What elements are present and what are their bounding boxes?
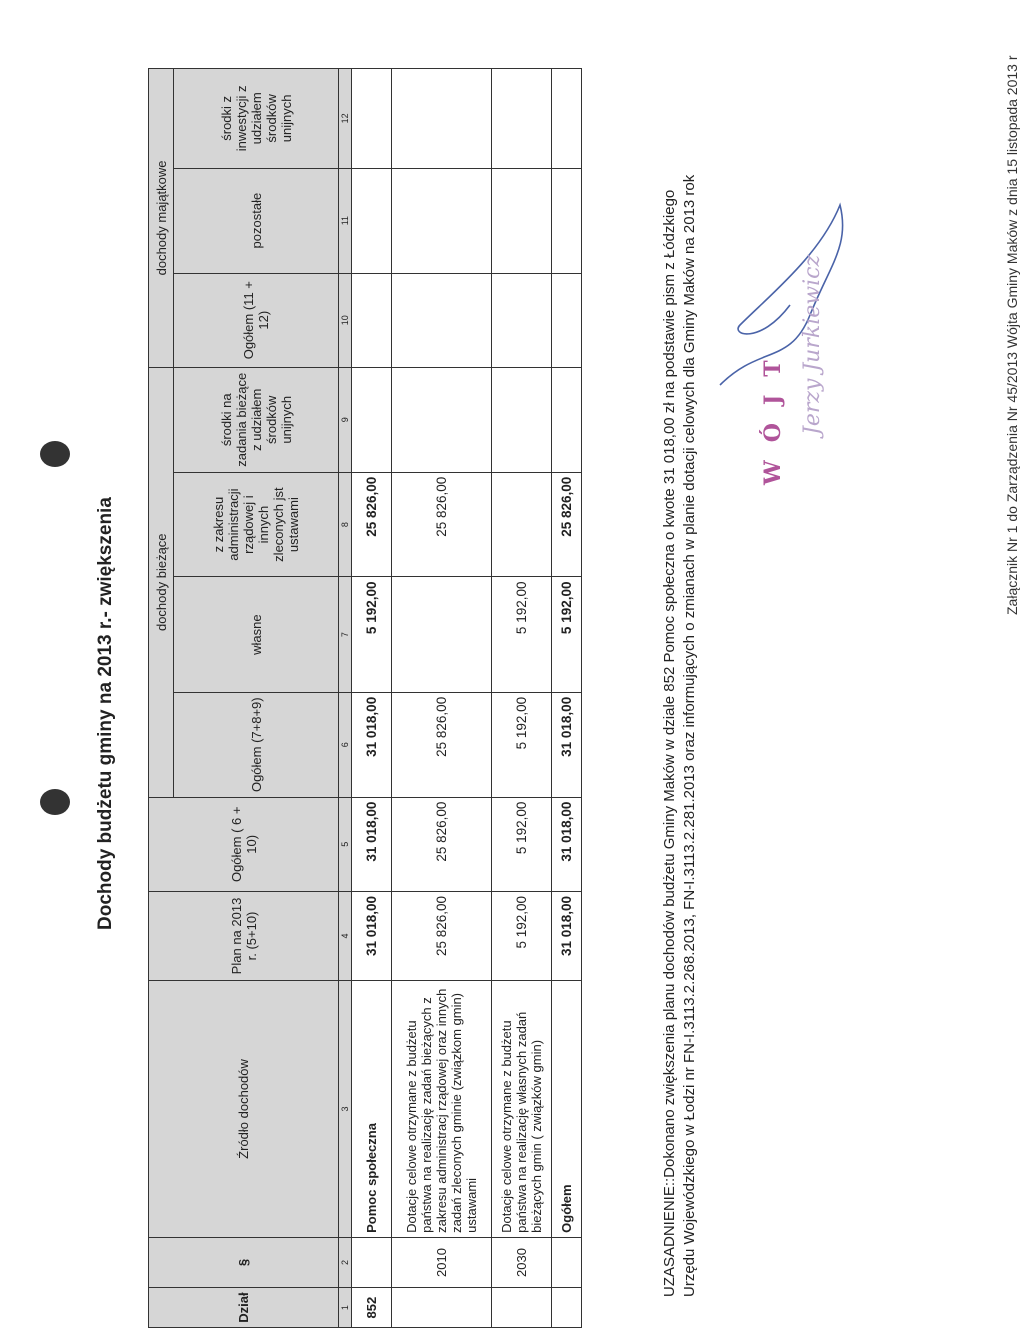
column-number: 7 [339,577,352,692]
cell-ogolem-majatkowe [352,273,392,367]
header-z-zakresu: z zakresu administracji rządowej i innych zleconych jst ustawami [174,472,339,577]
cell-zrodlo: Pomoc społeczna [352,981,392,1238]
total-ogolem-biezace: 31 018,00 [552,692,582,797]
column-number: 3 [339,981,352,1238]
binder-hole [40,441,70,467]
column-number: 1 [339,1288,352,1328]
binder-hole [40,789,70,815]
cell-dzial [492,1288,552,1328]
cell-paragraf: 2030 [492,1237,552,1287]
cell-unijne-inwestycje [392,69,492,169]
cell-dzial [392,1288,492,1328]
column-number: 6 [339,692,352,797]
cell-zrodlo: Dotacje celowe otrzymane z budżetu państwa na realizację zadań bieżących z zakresu administracj rządowej oraz innych zadań zleconych gminie (związkom gmin) ustawami [392,981,492,1238]
column-number: 5 [339,797,352,891]
cell-plan: 31 018,00 [352,891,392,980]
cell-ogolem-majatkowe [392,273,492,367]
header-wlasne: własne [174,577,339,692]
cell-unijne-biezace [352,367,392,472]
column-number: 10 [339,273,352,367]
cell-wlasne: 5 192,00 [352,577,392,692]
cell-ogolem-biezace: 25 826,00 [392,692,492,797]
table-row [352,69,392,1328]
total-zlecone: 25 826,00 [552,472,582,577]
header-dochody-majatkowe: dochody majątkowe [149,69,174,368]
cell-unijne-biezace [392,367,492,472]
page-title: Dochody budżetu gminy na 2013 r.- zwiększenia [95,497,116,930]
header-ogolem-11-12: Ogółem (11 + 12) [174,273,339,367]
column-number: 2 [339,1237,352,1287]
cell-zrodlo: Dotacje celowe otrzymane z budżetu państwa na realizację własnych zadań bieżących gmin ( związków gmin) [492,981,552,1238]
total-wlasne: 5 192,00 [552,577,582,692]
total-plan: 31 018,00 [552,891,582,980]
column-number: 9 [339,367,352,472]
column-number: 12 [339,69,352,169]
column-number: 11 [339,168,352,273]
cell-dzial: 852 [352,1288,392,1328]
column-number: 4 [339,891,352,980]
justification [660,27,700,1297]
cell-ogolem-biezace: 5 192,00 [492,692,552,797]
cell-plan: 5 192,00 [492,891,552,980]
column-number-row [339,69,352,1328]
cell-wlasne [392,577,492,692]
cell-pozostale [352,168,392,273]
header-srodki-biezace: środki na zadania bieżące z udziałem środków unijnych [174,367,339,472]
cell-zlecone: 25 826,00 [392,472,492,577]
header-ogolem-6-10: Ogółem ( 6 + 10) [149,797,339,891]
cell-ogolem-majatkowe [492,273,552,367]
cell-wlasne: 5 192,00 [492,577,552,692]
header-srodki-inwestycje: środki z inwestycji z udziałem środków unijnych [174,69,339,169]
header-dochody-biezace: dochody bieżące [149,367,174,797]
cell-unijne-inwestycje [352,69,392,169]
header-dzial: Dział [149,1288,339,1328]
column-number: 8 [339,472,352,577]
cell-unijne-inwestycje [492,69,552,169]
stamp-name: Jerzy Jurkiewicz [800,254,825,435]
table-row [492,69,552,1328]
cell-ogolem: 5 192,00 [492,797,552,891]
cell-ogolem: 31 018,00 [352,797,392,891]
cell-unijne-biezace [492,367,552,472]
justification-line: Urzędu Wojewódzkiego w Łodzi nr FN-I.3113.2.268.2013, FN-I.3113.2.281.2013 oraz informujących o zmianach w planie dotacji celowych dla Gminy Maków na 2013 rok [681,174,698,1297]
cell-zlecone [492,472,552,577]
budget-table [148,68,582,1328]
total-row [552,69,582,1328]
header-zrodlo: Źródło dochodów [149,981,339,1238]
cell-zlecone: 25 826,00 [352,472,392,577]
header-paragraf: § [149,1237,339,1287]
cell-paragraf: 2010 [392,1237,492,1287]
total-ogolem: 31 018,00 [552,797,582,891]
cell-pozostale [392,168,492,273]
header-ogolem-7-8-9: Ogółem (7+8+9) [174,692,339,797]
header-pozostale: pozostałe [174,168,339,273]
table-row [392,69,492,1328]
cell-paragraf [352,1237,392,1287]
justification-line: UZASADNIENIE::Dokonano zwiększenia planu dochodów budżetu Gminy Maków w dziale 852 Pomoc społeczna o kwote 31 018,00 zł na podstawie pism z Łódzkiego [661,189,678,1297]
cell-ogolem: 25 826,00 [392,797,492,891]
cell-pozostale [492,168,552,273]
total-label: Ogółem [552,981,582,1238]
stamp-title: WÓJT [760,342,786,485]
cell-plan: 25 826,00 [392,891,492,980]
header-plan: Plan na 2013 r. (5+10) [149,891,339,980]
cell-ogolem-biezace: 31 018,00 [352,692,392,797]
header-note: Załącznik Nr 1 do Zarządzenia Nr 45/2013 Wójta Gminy Maków z dnia 15 listopada 2013 r [1004,55,1020,615]
